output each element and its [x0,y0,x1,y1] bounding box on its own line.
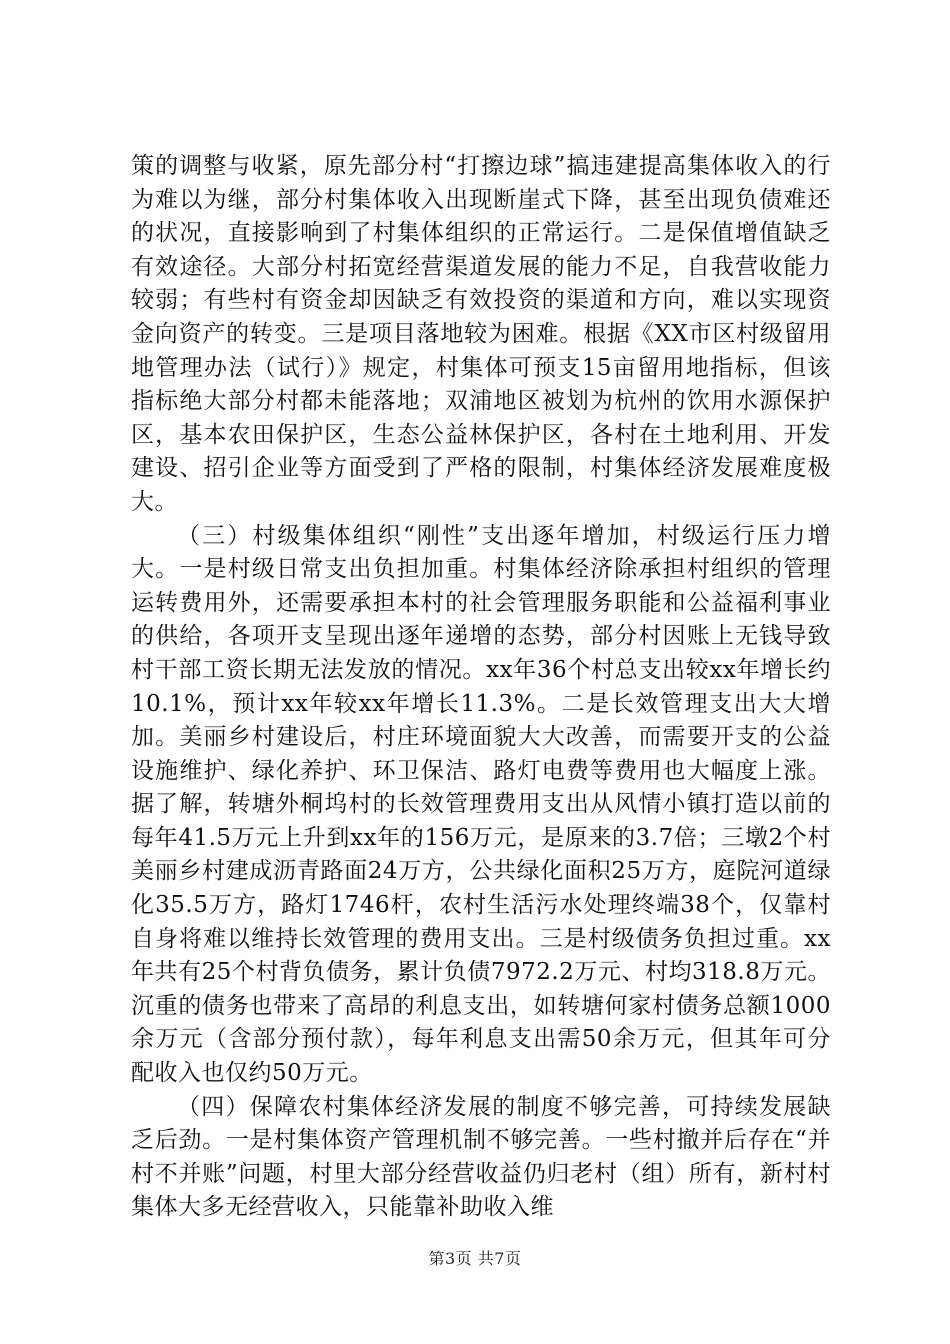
page-number: 第3页 共7页 [428,1249,522,1268]
paragraph-section-three: （三）村级集体组织“刚性”支出逐年增加，村级运行压力增大。一是村级日常支出负担加重。村集体经济除承担村组织的管理运转费用外，还需要承担本村的社会管理服务职能和公益福利事业的供给，各项开支呈现出逐年递增的态势，部分村因账上无钱导致村干部工资长期无法发放的情况。xx年36个村总支出较xx年增长约10.1%，预计xx年较xx年增长11.3%。二是长效管理支出大大增加。美丽乡村建设后，村庄环境面貌大大改善，而需要开支的公益设施维护、绿化养护、环卫保洁、路灯电费等费用也大幅度上涨。据了解，转塘外桐坞村的长效管理费用支出从风情小镇打造以前的每年41.5万元上升到xx年的156万元，是原来的3.7倍；三墩2个村美丽乡村建成沥青路面24万方，公共绿化面积25万方，庭院河道绿化35.5万方，路灯1746杆，农村生活污水处理终端38个，仅靠村自身将难以维持长效管理的费用支出。三是村级债务负担过重。xx年共有25个村背负债务，累计负债7972.2万元、村均318.8万元。沉重的债务也带来了高昂的利息支出，如转塘何家村债务总额1000余万元（含部分预付款），每年利息支出需50余万元，但其年可分配收入也仅约50万元。 [131,522,831,1087]
document-body [131,150,831,1225]
page-footer [0,1246,950,1269]
paragraph-continuation: 策的调整与收紧，原先部分村“打擦边球”搞违建提高集体收入的行为难以为继，部分村集体收入出现断崖式下降，甚至出现负债难还的状况，直接影响到了村集体组织的正常运行。二是保值增值缺乏有效途径。大部分村拓宽经营渠道发展的能力不足，自我营收能力较弱；有些村有资金却因缺乏有效投资的渠道和方向，难以实现资金向资产的转变。三是项目落地较为困难。根据《XX市区村级留用地管理办法（试行）》规定，村集体可预支15亩留用地指标，但该指标绝大部分村都未能落地；双浦地区被划为杭州的饮用水源保护区，基本农田保护区，生态公益林保护区，各村在土地利用、开发建设、招引企业等方面受到了严格的限制，村集体经济发展难度极大。 [131,153,831,515]
paragraph-section-four: （四）保障农村集体经济发展的制度不够完善，可持续发展缺乏后劲。一是村集体资产管理机制不够完善。一些村撤并后存在“并村不并账”问题，村里大部分经营收益仍归老村（组）所有，新村村集体大多无经营收入，只能靠补助收入维 [131,1093,831,1221]
